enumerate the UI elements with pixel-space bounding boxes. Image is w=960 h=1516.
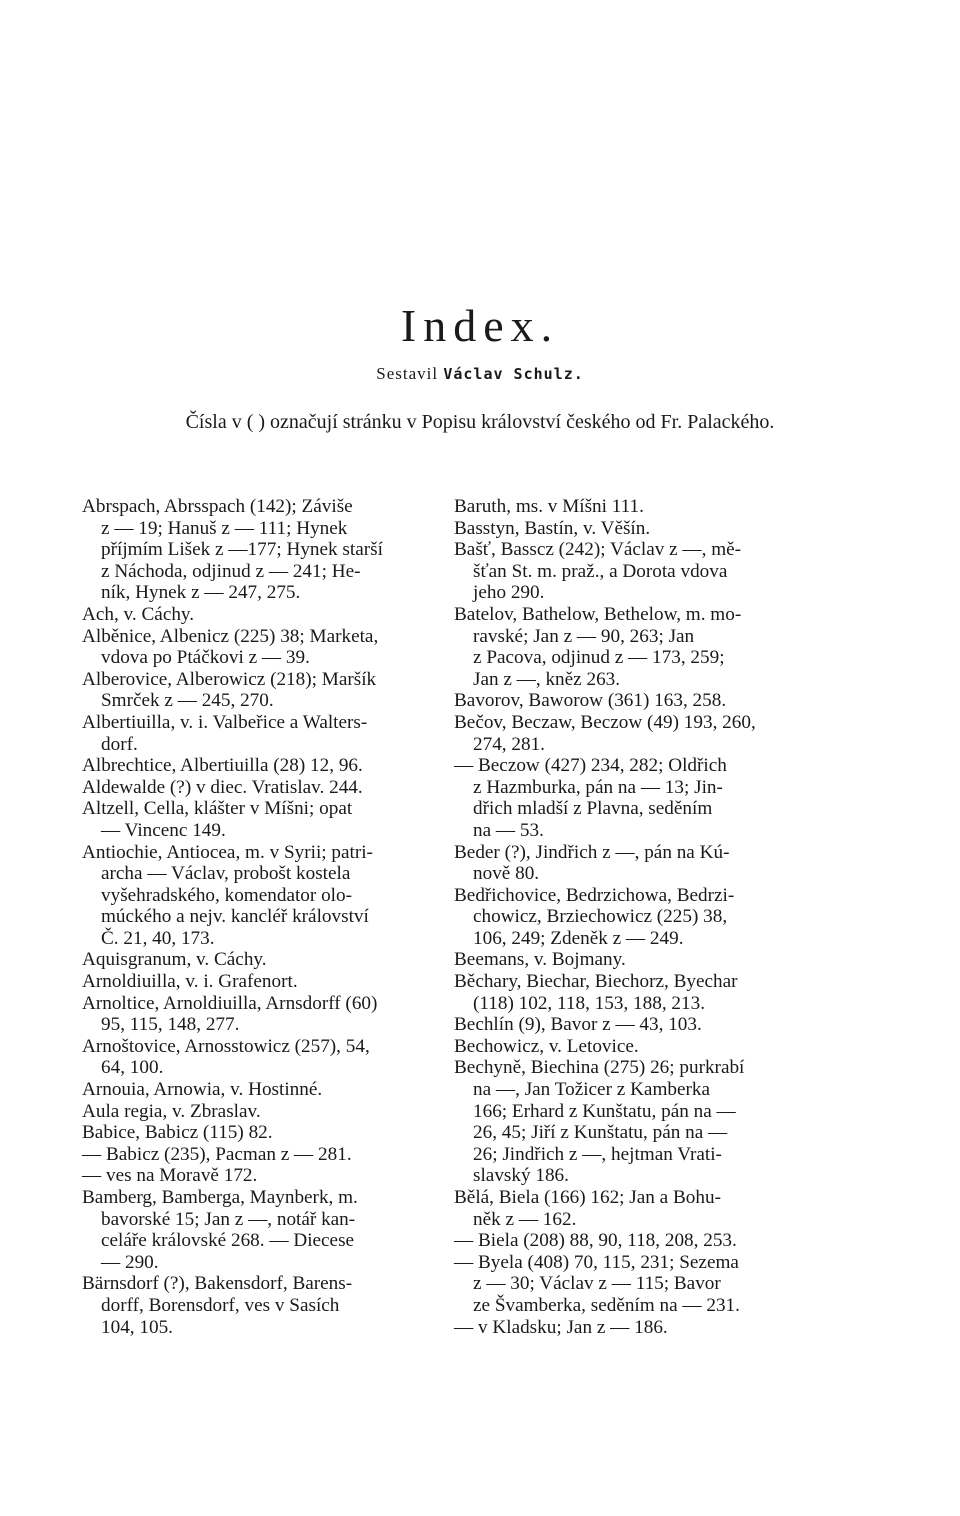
index-line: nově 80. [473,863,540,885]
index-line: z Pacova, odjinud z — 173, 259; [473,647,725,669]
index-line: dřich mladší z Plavna, seděním [473,798,713,820]
index-line: chowicz, Brziechowicz (225) 38, [473,906,728,928]
index-line: 104, 105. [101,1316,173,1338]
index-line: múckého a nejv. kancléř království [101,906,369,928]
index-line: vyšehradského, komendator olo- [101,884,352,906]
index-line: Č. 21, 40, 173. [101,927,215,949]
author-name: Václav Schulz. [443,365,584,383]
index-line: celáře královské 268. — Diecese [101,1230,355,1252]
index-line: ravské; Jan z — 90, 263; Jan [473,625,695,647]
index-line: 26; Jindřich z —, hejtman Vrati- [473,1143,722,1165]
index-line: Basstyn, Bastín, v. Věšín. [454,517,651,539]
index-line: ník, Hynek z — 247, 275. [101,582,301,604]
index-line: Alběnice, Albenicz (225) 38; Marketa, [82,625,379,647]
index-line: dorff, Borensdorf, ves v Sasích [101,1294,340,1316]
index-line: na —, Jan Tožicer z Kamberka [473,1079,710,1101]
index-line: 26, 45; Jiří z Kunštatu, pán na — [473,1122,728,1144]
index-line: Bechlín (9), Bavor z — 43, 103. [454,1014,702,1036]
index-line: Arnoltice, Arnoldiuilla, Arnsdorff (60) [82,992,378,1014]
index-line: Aula regia, v. Zbraslav. [82,1100,261,1122]
index-line: — Byela (408) 70, 115, 231; Sezema [454,1251,739,1273]
index-line: 106, 249; Zdeněk z — 249. [473,927,684,949]
index-line: 95, 115, 148, 277. [101,1014,240,1036]
index-line: Batelov, Bathelow, Bethelow, m. mo- [454,603,742,625]
index-line: Albertiuilla, v. i. Valbeřice a Walters- [82,711,368,733]
index-line: Aldewalde (?) v diec. Vratislav. 244. [82,776,363,798]
index-line: 274, 281. [473,733,545,755]
index-line: z — 19; Hanuš z — 111; Hynek [101,517,348,539]
author-prefix: Sestavil [376,364,439,383]
index-line: bavorské 15; Jan z —, notář kan- [101,1208,356,1230]
index-line: Arnoštovice, Arnosstowicz (257), 54, [82,1035,370,1057]
index-line: — v Kladsku; Jan z — 186. [454,1316,668,1338]
index-line: Bavorov, Baworow (361) 163, 258. [454,690,727,712]
index-line: (118) 102, 118, 153, 188, 213. [473,992,706,1014]
index-line: — Beczow (427) 234, 282; Oldřich [454,755,727,777]
index-line: Abrspach, Abrsspach (142); Záviše [82,496,353,517]
index-line: dorf. [101,733,138,755]
index-line: — ves na Moravě 172. [82,1165,258,1187]
index-line: — Babicz (235), Pacman z — 281. [82,1143,352,1165]
index-line: — 290. [101,1251,159,1273]
index-line: ze Švamberka, seděním na — 231. [473,1294,740,1316]
index-line: Bechyně, Biechina (275) 26; purkrabí [454,1057,745,1079]
index-line: Beder (?), Jindřich z —, pán na Kú- [454,841,730,863]
index-line: něk z — 162. [473,1208,577,1230]
index-line: Albrechtice, Albertiuilla (28) 12, 96. [82,755,363,777]
index-line: Beemans, v. Bojmany. [454,949,626,971]
index-note: Čísla v ( ) označují stránku v Popisu království českého od Fr. Palackého. [185,411,775,433]
index-column-right [454,496,800,1338]
index-line: z — 30; Václav z — 115; Bavor [473,1273,721,1295]
index-line: Smrček z — 245, 270. [101,690,274,712]
index-line: jeho 290. [473,582,545,604]
index-line: Běchary, Biechar, Biechorz, Byechar [454,971,738,993]
index-line: Bělá, Biela (166) 162; Jan a Bohu- [454,1187,721,1208]
author-line [0,364,960,384]
index-line: příjmím Lišek z —177; Hynek starší [101,539,383,561]
index-line: slavský 186. [473,1165,569,1187]
index-line: Antiochie, Antiocea, m. v Syrii; patri- [82,841,373,863]
index-line: Altzell, Cella, klášter v Míšni; opat [82,798,353,820]
index-line: z Náchoda, odjinud z — 241; He- [101,560,361,582]
index-line: na — 53. [473,819,544,841]
page-title: Index. [400,300,560,351]
index-line: — Vincenc 149. [101,819,226,841]
index-line: Bechowicz, v. Letovice. [454,1035,639,1057]
index-line: archa — Václav, probošt kostela [101,863,351,885]
index-line: šťan St. m. praž., a Dorota vdova [473,560,728,582]
index-column-left [82,496,432,1338]
index-line: Aquisgranum, v. Cáchy. [82,949,267,971]
index-line: Alberovice, Alberowicz (218); Maršík [82,668,377,690]
index-line: vdova po Ptáčkovi z — 39. [101,647,310,669]
index-line: Bamberg, Bamberga, Maynberk, m. [82,1187,358,1208]
index-line: z Hazmburka, pán na — 13; Jin- [473,776,723,798]
index-line: 64, 100. [101,1057,164,1079]
index-line: Jan z —, kněz 263. [473,668,621,690]
index-line: Arnouia, Arnowia, v. Hostinné. [82,1079,323,1101]
index-line: Ach, v. Cáchy. [82,603,195,625]
index-line: Bašť, Basscz (242); Václav z —, mě- [454,539,742,561]
index-line: Bečov, Beczaw, Beczow (49) 193, 260, [454,711,756,733]
index-line: Arnoldiuilla, v. i. Grafenort. [82,971,298,993]
index-line: Babice, Babicz (115) 82. [82,1122,273,1144]
index-line: — Biela (208) 88, 90, 118, 208, 253. [454,1230,737,1252]
index-line: Bärnsdorf (?), Bakensdorf, Barens- [82,1273,353,1295]
index-line: Baruth, ms. v Míšni 111. [454,496,644,517]
index-line: 166; Erhard z Kunštatu, pán na — [473,1100,736,1122]
index-line: Bedřichovice, Bedrzichowa, Bedrzi- [454,884,735,906]
